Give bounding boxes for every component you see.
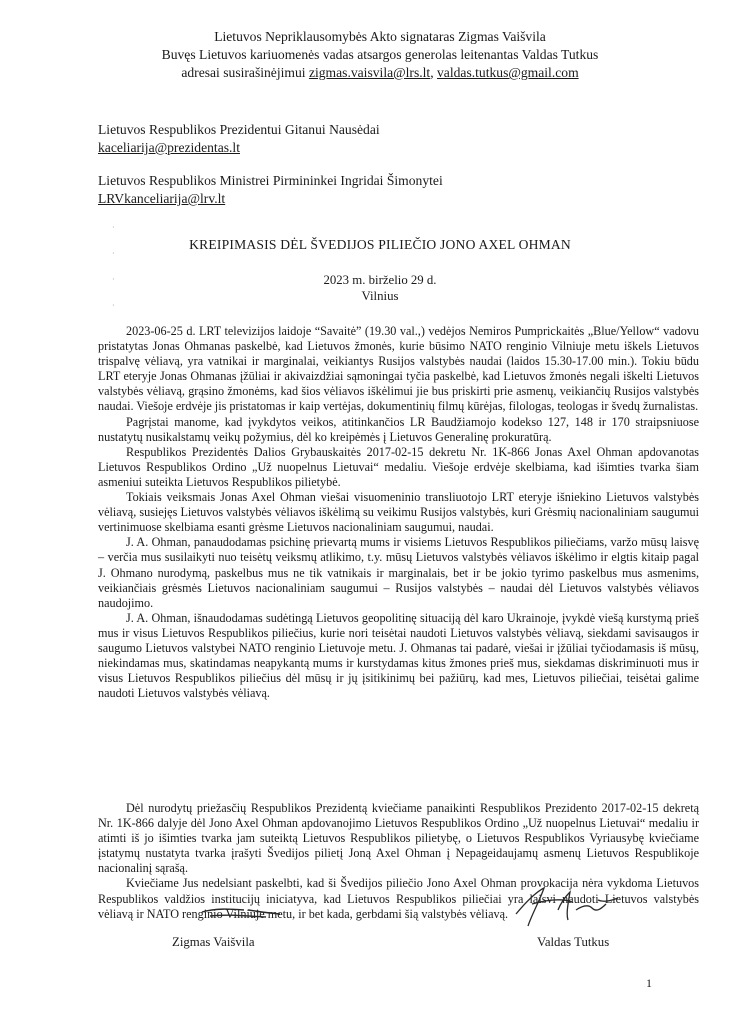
email-link-vaisvila[interactable]: zigmas.vaisvila@lrs.lt xyxy=(308,65,431,80)
signatory-name-tutkus: Valdas Tutkus xyxy=(537,935,610,949)
date-block xyxy=(60,272,700,304)
letterhead-line-3: adresai susirašinėjimui zigmas.vaisvila@lrs.lt, valdas.tutkus@gmail.com xyxy=(181,65,579,80)
body-paragraph: J. A. Ohman, panaudodamas psichinę prievartą mums ir visiems Lietuvos Respublikos piliečiams, varžo mūsų laisvę – verčia mus susilaikyti nuo teisėtų veiksmų atlikimo, t.y. mūsų Lietuvos valstybės vėliavos iškėlimo ir elgtis kitaip pagal J. Ohmano nurodymą, paskelbus mus ne tik vatnikais ir marginalais, bet ir be jokio tyrimo paskelbus mus asmenims, veikiančiais grėsmės Lietuvos nacionaliniam saugumui – Rusijos valstybės – naudai dėl Lietuvos valstybės vėliavos naudojimo. xyxy=(98,535,699,610)
scan-noise: · · · · xyxy=(112,223,115,310)
recipient-president xyxy=(98,121,698,157)
signature-vaisvila-icon xyxy=(196,898,286,928)
body-paragraph: Pagrįstai manome, kad įvykdytos veikos, atitinkančios LR Baudžiamojo kodekso 127, 148 ir 170 straipsniuose nustatytų nusikalstamų veikų požymius, dėl ko kreipėmės į Lietuvos Generalinę prokuratūrą. xyxy=(98,414,699,444)
contact-prefix: adresai susirašinėjimui xyxy=(181,65,306,80)
recipient-prime-minister xyxy=(98,172,698,208)
body-paragraph: 2023-06-25 d. LRT televizijos laidoje “Savaitė” (19.30 val.,) vedėjos Nemiros Pumprickaitės „Blue/Yellow“ vadovu pristatytas Jonas Ohmanas paskelbė, kad Lietuvos žmonės, kurie būsimo NATO renginio Vilniuje metu iškels Lietuvos trispalvę vėliavą, yra vatnikai ir marginalai, veikiantys Rusijos valstybės naudai (laidos 15.30-17.00 min.). Tokiu būdu LRT eteryje Jonas Ohmanas įžūliai ir akivaizdžiai sąmoningai tyčia paskelbė, kad Lietuvos žmonės negali iškelti Lietuvos valstybės vėliavą, grąsino žmonėms, kad šios vėliavos iškėlimui jie bus priskirti prie asmenų, veikiančių Rusijos valstybės naudai. Viešoje erdvėje jis pristatomas ir kaip vertėjas, dokumentinių filmų kūrėjas, filologas, teologas ir švedų žurnalistas. xyxy=(98,324,699,414)
letterhead-line-1: Lietuvos Nepriklausomybės Akto signataras Zigmas Vaišvila xyxy=(214,29,546,44)
email-link-tutkus[interactable]: valdas.tutkus@gmail.com xyxy=(437,65,579,80)
document-place: Vilnius xyxy=(361,289,399,303)
document-title: KREIPIMASIS DĖL ŠVEDIJOS PILIEČIO JONO AXEL OHMAN xyxy=(189,237,571,252)
letter-body xyxy=(98,324,699,701)
body-paragraph: Tokiais veiksmais Jonas Axel Ohman viešai visuomeninio transliuotojo LRT eteryje išniekino Lietuvos valstybės vėliavą, susiejęs Lietuvos valstybės vėliavos iškėlimą su veikimu Rusijos valstybės, kuri Grėsmių nacionaliniam saugumui vertinimuose skelbiama esanti grėsme Lietuvos nacionaliniam saugumui, naudai. xyxy=(98,490,699,535)
body-paragraph: J. A. Ohman, išnaudodamas sudėtingą Lietuvos geopolitinę situaciją dėl karo Ukrainoje, įvykdė viešą kurstymą prieš mus ir visus Lietuvos Respublikos piliečius, kurie nori teisėtai naudoti Lietuvos valstybės vėliavą, siekdami savisaugos ir saugumo Lietuvos valstybei NATO renginio Lietuvoje metu. J. Ohmanas tai padarė, viešai ir įžūliai tyčiodamasis iš mūsų, niekindamas mus, skatindamas neapykantą mums ir kurstydamas kitus žmones prieš mus, siekdamas diskriminuoti mus ir visus Lietuvos Respublikos piliečius dėl mūsų ir jų įsitikinimų bei pažiūrų, kad mes, Lietuvos piliečiai, teisėtai galime naudoti Lietuvos valstybės vėliavą. xyxy=(98,610,699,701)
recipient-name: Lietuvos Respublikos Prezidentui Gitanui Nausėdai xyxy=(98,122,380,137)
recipient-name: Lietuvos Respublikos Ministrei Pirmininkei Ingridai Šimonytei xyxy=(98,173,443,188)
signature-tutkus-icon xyxy=(502,880,632,935)
page-number: 1 xyxy=(646,976,652,990)
document-date: 2023 m. birželio 29 d. xyxy=(323,273,437,287)
request-paragraph: Dėl nurodytų priežasčių Respublikos Prezidentą kviečiame panaikinti Respublikos Prezidento 2017-02-15 dekretą Nr. 1K-866 dalyje dėl Jono Axel Ohman apdovanojimo Lietuvos Respublikos Ordino „Už nuopelnus Lietuvai“ medaliu ir atimti iš jo išimties tvarka jam suteiktą Lietuvos Respublikos pilietybę, o Lietuvos Respublikos Vyriausybę kviečiame įstatymų nustatyta tvarka įrašyti Švedijos pilietį Joną Axel Ohman į Nepageidaujamų asmenų Lietuvos Respublikoje nacionalinį sąrašą. xyxy=(98,801,699,876)
request-paragraph: Kviečiame Jus nedelsiant paskelbti, kad ši Švedijos piliečio Jono Axel Ohman provokacija nėra vykdoma Lietuvos Respublikos valdžios institucijų iniciatyva, kad Lietuvos Respublikos piliečiai yra laisvi naudoti Lietuvos valstybės vėliavą ir NATO renginio Vilniuje metu, ir bet kada, gerbdami šią valstybės vėliavą. xyxy=(98,876,699,921)
letterhead xyxy=(60,28,700,82)
recipient-email-link[interactable]: LRVkanceliarija@lrv.lt xyxy=(98,191,226,206)
recipient-email-link[interactable]: kaceliarija@prezidentas.lt xyxy=(98,140,240,155)
body-paragraph: Respublikos Prezidentės Dalios Grybauskaitės 2017-02-15 dekretu Nr. 1K-866 Jonas Axel Ohman apdovanotas Lietuvos Respublikos Ordino „Už nuopelnus Lietuvai“ medaliu. Viešoje erdvėje skelbiama, kad išimties tvarka šiam asmeniui suteikta Lietuvos Respublikos pilietybė. xyxy=(98,444,699,489)
letterhead-line-2: Buvęs Lietuvos kariuomenės vadas atsargos generolas leitenantas Valdas Tutkus xyxy=(161,47,599,62)
signatory-name-vaisvila: Zigmas Vaišvila xyxy=(172,935,255,949)
